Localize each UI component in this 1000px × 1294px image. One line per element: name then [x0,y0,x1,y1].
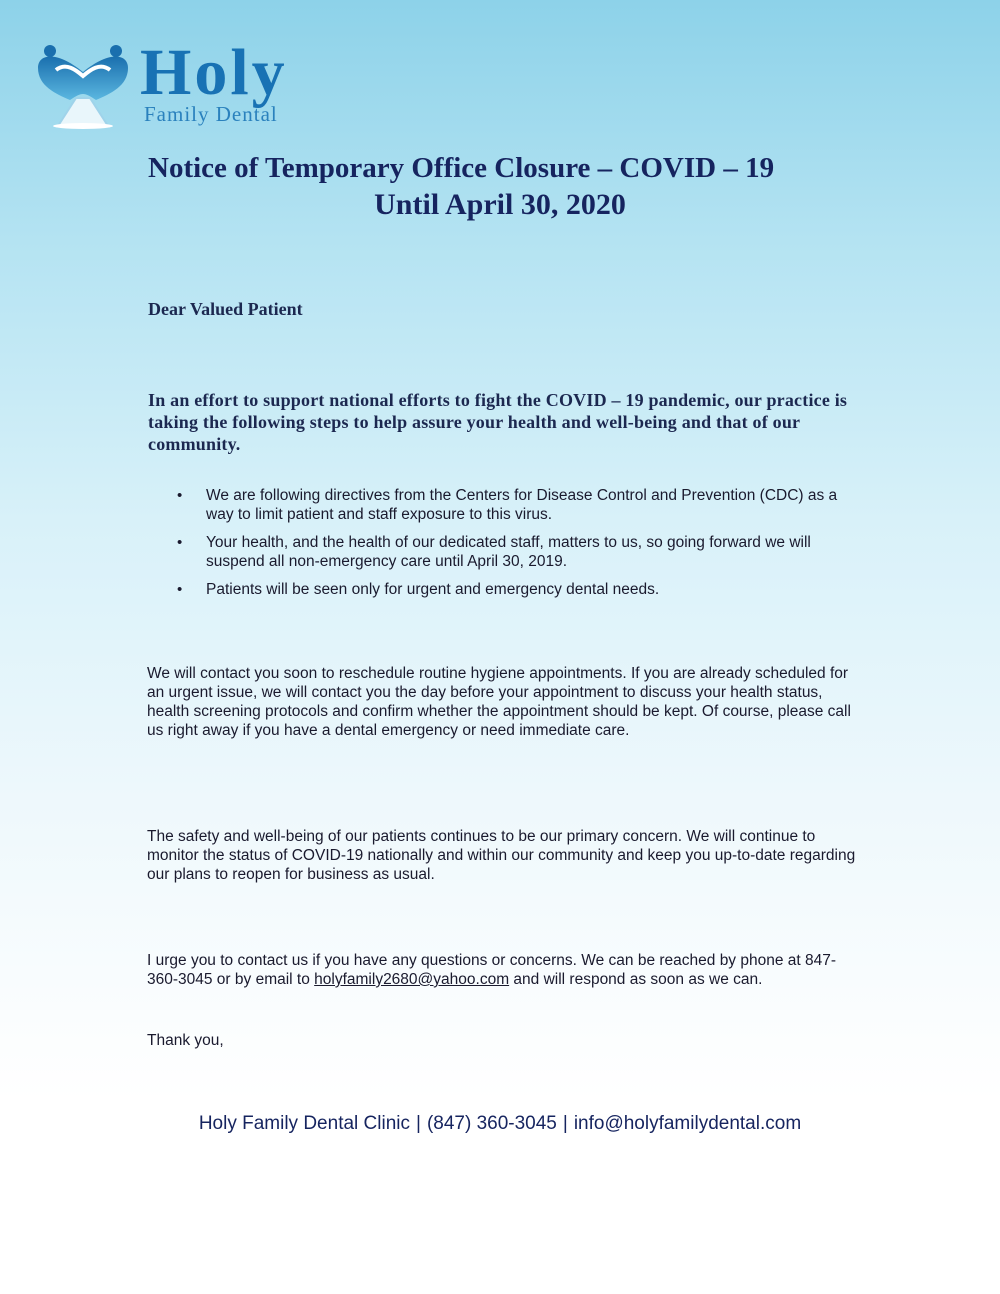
notice-date: Until April 30, 2020 [374,188,626,221]
list-item: • Patients will be seen only for urgent and emergency dental needs. [177,581,660,598]
footer-separator: | [416,1113,421,1134]
closing: Thank you, [147,1032,224,1049]
greeting: Dear Valued Patient [148,299,303,319]
contact-paragraph: I urge you to contact us if you have any questions or concerns. We can be reached by phone at 847-360-3045 or by email to holyfamily2680@yahoo.com and will respond as soon as we can. [147,952,837,988]
intro-paragraph: In an effort to support national efforts to fight the COVID – 19 pandemic, our practice is taking the following steps to help assure your health and well-being and that of our community. [148,390,848,454]
footer [0,1114,1000,1133]
email-link[interactable]: holyfamily2680@yahoo.com [314,971,510,988]
safety-paragraph: The safety and well-being of our patients continues to be our primary concern. We will continue to monitor the status of COVID-19 nationally and within our community and keep you up-to-date regarding our plans to reopen for business as usual. [147,828,856,883]
notice-title: Notice of Temporary Office Closure – COVID – 19 [148,152,775,184]
logo [36,36,346,132]
logo-subtitle: Family Dental [144,102,278,126]
bullet-icon: • [177,487,183,504]
bullet-icon: • [177,581,183,598]
footer-clinic-name: Holy Family Dental Clinic [198,1113,410,1134]
reschedule-paragraph: We will contact you soon to reschedule routine hygiene appointments. If you are already scheduled for an urgent issue, we will contact you the day before your appointment to discuss your health status, health screening protocols and confirm whether the appointment should be kept. Of course, please call us right away if you have a dental emergency or need immediate care. [147,665,851,739]
logo-wordmark: Holy [140,36,288,109]
list-item: • We are following directives from the Centers for Disease Control and Prevention (CDC) as a way to limit patient and staff exposure to this virus. [177,487,838,523]
footer-separator: | [562,1113,568,1134]
list-item: • Your health, and the health of our dedicated staff, matters to us, so going forward we will suspend all non-emergency care until April 30, 2019. [177,534,811,570]
footer-email: info@holyfamilydental.com [573,1113,802,1134]
footer-phone: (847) 360-3045 [426,1113,557,1134]
bullet-icon: • [177,534,183,551]
measures-list [148,486,848,608]
tooth-logo-icon [36,42,136,132]
